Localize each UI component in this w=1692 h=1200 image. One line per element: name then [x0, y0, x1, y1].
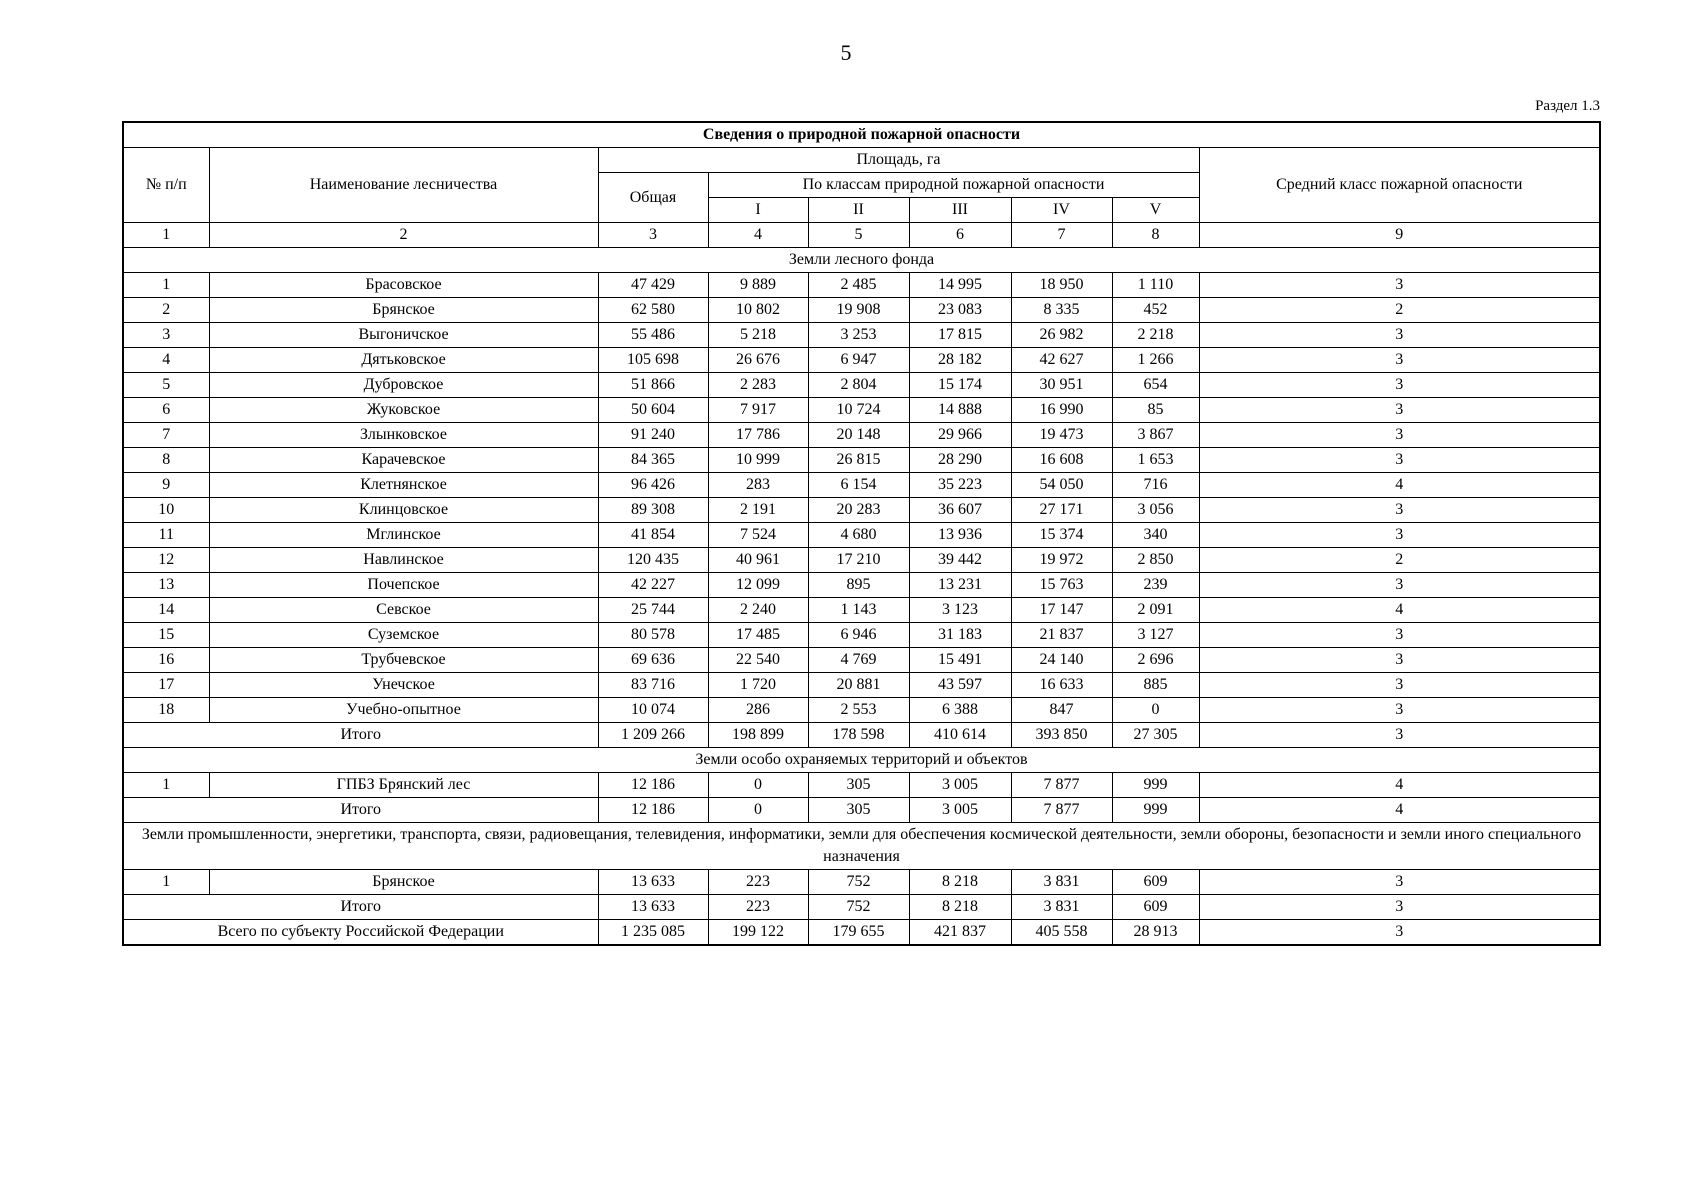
table-cell: 3 — [1199, 523, 1600, 548]
grand-total-cell: 179 655 — [808, 920, 909, 946]
total-cell: 393 850 — [1011, 723, 1112, 748]
table-cell: Брянское — [209, 298, 598, 323]
table-row — [123, 648, 1600, 673]
table-cell: Трубчевское — [209, 648, 598, 673]
table-cell: 7 — [123, 423, 209, 448]
column-number: 9 — [1199, 223, 1600, 248]
total-cell: 8 218 — [909, 895, 1011, 920]
total-label: Итого — [123, 798, 598, 823]
table-cell: 3 — [1199, 398, 1600, 423]
total-row — [123, 798, 1600, 823]
table-cell: 15 491 — [909, 648, 1011, 673]
table-cell: 2 804 — [808, 373, 909, 398]
total-cell: 178 598 — [808, 723, 909, 748]
table-cell: 10 074 — [598, 698, 708, 723]
table-cell: 14 995 — [909, 273, 1011, 298]
table-cell: Брасовское — [209, 273, 598, 298]
table-cell: 26 676 — [708, 348, 808, 373]
table-cell: 62 580 — [598, 298, 708, 323]
total-cell: 3 — [1199, 895, 1600, 920]
table-cell: 26 982 — [1011, 323, 1112, 348]
column-number: 7 — [1011, 223, 1112, 248]
table-cell: 26 815 — [808, 448, 909, 473]
table-cell: 12 186 — [598, 773, 708, 798]
table-row — [123, 473, 1600, 498]
table-cell: 8 — [123, 448, 209, 473]
header-avg-class: Средний класс пожарной опасности — [1199, 148, 1600, 223]
table-cell: 43 597 — [909, 673, 1011, 698]
column-number: 6 — [909, 223, 1011, 248]
total-cell: 0 — [708, 798, 808, 823]
table-cell: 41 854 — [598, 523, 708, 548]
table-cell: 2 283 — [708, 373, 808, 398]
table-cell: 28 290 — [909, 448, 1011, 473]
table-cell: 7 917 — [708, 398, 808, 423]
table-cell: 3 — [1199, 648, 1600, 673]
table-cell: 10 999 — [708, 448, 808, 473]
table-cell: 1 720 — [708, 673, 808, 698]
table-cell: 4 — [1199, 473, 1600, 498]
table-cell: 3 — [1199, 373, 1600, 398]
column-number: 5 — [808, 223, 909, 248]
section-title: Земли лесного фонда — [123, 248, 1600, 273]
table-cell: 13 633 — [598, 870, 708, 895]
total-cell: 999 — [1112, 798, 1199, 823]
total-cell: 752 — [808, 895, 909, 920]
table-cell: 17 147 — [1011, 598, 1112, 623]
table-cell: 2 191 — [708, 498, 808, 523]
section-row — [123, 748, 1600, 773]
table-cell: 2 696 — [1112, 648, 1199, 673]
table-cell: 85 — [1112, 398, 1199, 423]
page-number: 5 — [840, 40, 852, 65]
table-cell: 3 867 — [1112, 423, 1199, 448]
table-row — [123, 273, 1600, 298]
table-cell: 239 — [1112, 573, 1199, 598]
column-number: 8 — [1112, 223, 1199, 248]
table-cell: 6 154 — [808, 473, 909, 498]
table-cell: 12 099 — [708, 573, 808, 598]
total-label: Итого — [123, 723, 598, 748]
table-cell: 24 140 — [1011, 648, 1112, 673]
table-row — [123, 448, 1600, 473]
table-cell: 2 — [123, 298, 209, 323]
table-cell: 18 — [123, 698, 209, 723]
table-body — [123, 248, 1600, 946]
column-number: 1 — [123, 223, 209, 248]
table-cell: 17 — [123, 673, 209, 698]
header-num: № п/п — [123, 148, 209, 223]
table-cell: 452 — [1112, 298, 1199, 323]
total-row — [123, 723, 1600, 748]
table-cell: 47 429 — [598, 273, 708, 298]
table-cell: 7 877 — [1011, 773, 1112, 798]
total-cell: 198 899 — [708, 723, 808, 748]
table-cell: 36 607 — [909, 498, 1011, 523]
table-cell: 15 763 — [1011, 573, 1112, 598]
table-cell: 716 — [1112, 473, 1199, 498]
table-cell: 999 — [1112, 773, 1199, 798]
table-cell: 3 — [1199, 448, 1600, 473]
table-cell: 286 — [708, 698, 808, 723]
table-cell: 3 — [1199, 698, 1600, 723]
table-cell: 23 083 — [909, 298, 1011, 323]
table-cell: 3 — [123, 323, 209, 348]
table-row — [123, 673, 1600, 698]
table-cell: 0 — [708, 773, 808, 798]
table-cell: 10 802 — [708, 298, 808, 323]
table-cell: Дятьковское — [209, 348, 598, 373]
table-cell: 1 — [123, 273, 209, 298]
table-cell: 39 442 — [909, 548, 1011, 573]
table-cell: 19 908 — [808, 298, 909, 323]
total-cell: 4 — [1199, 798, 1600, 823]
table-cell: 14 888 — [909, 398, 1011, 423]
total-cell: 7 877 — [1011, 798, 1112, 823]
table-cell: 3 — [1199, 423, 1600, 448]
table-cell: Учебно-опытное — [209, 698, 598, 723]
column-number: 4 — [708, 223, 808, 248]
table-cell: 89 308 — [598, 498, 708, 523]
table-row — [123, 323, 1600, 348]
table-cell: 4 — [1199, 598, 1600, 623]
table-cell: 10 724 — [808, 398, 909, 423]
table-cell: 223 — [708, 870, 808, 895]
table-cell: 15 374 — [1011, 523, 1112, 548]
table-cell: 25 744 — [598, 598, 708, 623]
table-cell: 0 — [1112, 698, 1199, 723]
column-number: 3 — [598, 223, 708, 248]
table-cell: 2 850 — [1112, 548, 1199, 573]
table-cell: 4 680 — [808, 523, 909, 548]
header-name: Наименование лесничества — [209, 148, 598, 223]
table-cell: 3 — [1199, 498, 1600, 523]
table-cell: 9 — [123, 473, 209, 498]
table-cell: 16 608 — [1011, 448, 1112, 473]
table-row — [123, 423, 1600, 448]
table-cell: 305 — [808, 773, 909, 798]
total-cell: 609 — [1112, 895, 1199, 920]
table-cell: 1 143 — [808, 598, 909, 623]
table-cell: 20 148 — [808, 423, 909, 448]
table-row — [123, 623, 1600, 648]
total-cell: 3 831 — [1011, 895, 1112, 920]
table-cell: ГПБЗ Брянский лес — [209, 773, 598, 798]
table-cell: 13 936 — [909, 523, 1011, 548]
total-cell: 223 — [708, 895, 808, 920]
section-row — [123, 823, 1600, 870]
table-cell: 17 485 — [708, 623, 808, 648]
total-label: Итого — [123, 895, 598, 920]
table-cell: 2 091 — [1112, 598, 1199, 623]
header-area: Площадь, га — [598, 148, 1199, 173]
table-cell: 15 — [123, 623, 209, 648]
table-cell: 120 435 — [598, 548, 708, 573]
table-row — [123, 348, 1600, 373]
table-cell: 13 — [123, 573, 209, 598]
table-row — [123, 870, 1600, 895]
table-row — [123, 698, 1600, 723]
total-cell: 3 — [1199, 723, 1600, 748]
table-cell: 7 524 — [708, 523, 808, 548]
table-cell: Почепское — [209, 573, 598, 598]
table-cell: 1 653 — [1112, 448, 1199, 473]
table-row — [123, 548, 1600, 573]
table-cell: 6 946 — [808, 623, 909, 648]
table-cell: 1 266 — [1112, 348, 1199, 373]
table-cell: 1 — [123, 773, 209, 798]
table-cell: 9 889 — [708, 273, 808, 298]
table-cell: 847 — [1011, 698, 1112, 723]
table-cell: 42 627 — [1011, 348, 1112, 373]
table-cell: Выгоничское — [209, 323, 598, 348]
table-cell: 55 486 — [598, 323, 708, 348]
table-cell: 3 — [1199, 573, 1600, 598]
table-cell: 3 — [1199, 348, 1600, 373]
table-cell: 609 — [1112, 870, 1199, 895]
table-cell: 3 — [1199, 323, 1600, 348]
table-cell: 11 — [123, 523, 209, 548]
table-cell: 2 — [1199, 298, 1600, 323]
table-cell: Злынковское — [209, 423, 598, 448]
table-cell: 15 174 — [909, 373, 1011, 398]
table-cell: 5 — [123, 373, 209, 398]
table-cell: 20 283 — [808, 498, 909, 523]
section-label: Раздел 1.3 — [1535, 98, 1600, 114]
table-cell: 20 881 — [808, 673, 909, 698]
table-cell: 8 335 — [1011, 298, 1112, 323]
table-cell: 40 961 — [708, 548, 808, 573]
grand-total-row — [123, 920, 1600, 946]
table-cell: 885 — [1112, 673, 1199, 698]
table-cell: 16 633 — [1011, 673, 1112, 698]
column-number: 2 — [209, 223, 598, 248]
table-cell: 4 769 — [808, 648, 909, 673]
grand-total-cell: 405 558 — [1011, 920, 1112, 946]
table-cell: Севское — [209, 598, 598, 623]
fire-danger-table — [122, 121, 1601, 946]
table-cell: 84 365 — [598, 448, 708, 473]
total-cell: 27 305 — [1112, 723, 1199, 748]
table-cell: 2 218 — [1112, 323, 1199, 348]
table-cell: 5 218 — [708, 323, 808, 348]
table-cell: Унечское — [209, 673, 598, 698]
table-cell: 8 218 — [909, 870, 1011, 895]
table-cell: 3 127 — [1112, 623, 1199, 648]
section-title: Земли промышленности, энергетики, транспорта, связи, радиовещания, телевидения, информатики, земли для обеспечения космической деятельности, земли обороны, безопасности и земли иного специального назначения — [123, 823, 1600, 870]
table-cell: 2 553 — [808, 698, 909, 723]
grand-total-cell: 3 — [1199, 920, 1600, 946]
table-cell: 18 950 — [1011, 273, 1112, 298]
table-cell: 654 — [1112, 373, 1199, 398]
total-cell: 12 186 — [598, 798, 708, 823]
grand-total-cell: 1 235 085 — [598, 920, 708, 946]
table-cell: 80 578 — [598, 623, 708, 648]
table-cell: Жуковское — [209, 398, 598, 423]
table-cell: 3 — [1199, 870, 1600, 895]
table-cell: Суземское — [209, 623, 598, 648]
header-class-5: V — [1112, 198, 1199, 223]
table-row — [123, 573, 1600, 598]
header-total: Общая — [598, 173, 708, 223]
table-cell: 3 253 — [808, 323, 909, 348]
header-class-1: I — [708, 198, 808, 223]
header-class-3: III — [909, 198, 1011, 223]
table-cell: 27 171 — [1011, 498, 1112, 523]
table-cell: 29 966 — [909, 423, 1011, 448]
table-cell: Дубровское — [209, 373, 598, 398]
table-cell: 3 123 — [909, 598, 1011, 623]
table-cell: 4 — [1199, 773, 1600, 798]
table-cell: 10 — [123, 498, 209, 523]
table-cell: 51 866 — [598, 373, 708, 398]
table-cell: 96 426 — [598, 473, 708, 498]
table-cell: 4 — [123, 348, 209, 373]
grand-total-label: Всего по субъекту Российской Федерации — [123, 920, 598, 946]
table-title: Сведения о природной пожарной опасности — [123, 122, 1600, 148]
table-cell: 340 — [1112, 523, 1199, 548]
table-cell: 22 540 — [708, 648, 808, 673]
table-row — [123, 498, 1600, 523]
table-cell: 19 473 — [1011, 423, 1112, 448]
total-cell: 305 — [808, 798, 909, 823]
table-cell: 35 223 — [909, 473, 1011, 498]
table-cell: 69 636 — [598, 648, 708, 673]
table-cell: 3 831 — [1011, 870, 1112, 895]
table-cell: 14 — [123, 598, 209, 623]
table-row — [123, 373, 1600, 398]
table-cell: 2 485 — [808, 273, 909, 298]
table-cell: 6 947 — [808, 348, 909, 373]
section-row — [123, 248, 1600, 273]
table-cell: 1 — [123, 870, 209, 895]
table-cell: 105 698 — [598, 348, 708, 373]
total-cell: 410 614 — [909, 723, 1011, 748]
header-class-2: II — [808, 198, 909, 223]
table-cell: 28 182 — [909, 348, 1011, 373]
table-cell: Клетнянское — [209, 473, 598, 498]
table-row — [123, 298, 1600, 323]
grand-total-cell: 28 913 — [1112, 920, 1199, 946]
total-row — [123, 895, 1600, 920]
table-cell: 3 005 — [909, 773, 1011, 798]
table-cell: 54 050 — [1011, 473, 1112, 498]
table-cell: 21 837 — [1011, 623, 1112, 648]
table-cell: 6 — [123, 398, 209, 423]
table-row — [123, 398, 1600, 423]
table-cell: 17 815 — [909, 323, 1011, 348]
table-cell: 31 183 — [909, 623, 1011, 648]
table-cell: 83 716 — [598, 673, 708, 698]
table-cell: 2 — [1199, 548, 1600, 573]
table-cell: 13 231 — [909, 573, 1011, 598]
table-cell: 12 — [123, 548, 209, 573]
table-cell: 17 786 — [708, 423, 808, 448]
table-cell: 3 056 — [1112, 498, 1199, 523]
table-cell: 30 951 — [1011, 373, 1112, 398]
table-cell: 895 — [808, 573, 909, 598]
table-cell: 50 604 — [598, 398, 708, 423]
header-by-class: По классам природной пожарной опасности — [708, 173, 1199, 198]
grand-total-cell: 421 837 — [909, 920, 1011, 946]
table-cell: 283 — [708, 473, 808, 498]
table-cell: 17 210 — [808, 548, 909, 573]
table-row — [123, 773, 1600, 798]
table-cell: 91 240 — [598, 423, 708, 448]
table-cell: 3 — [1199, 673, 1600, 698]
table-cell: 3 — [1199, 273, 1600, 298]
total-cell: 1 209 266 — [598, 723, 708, 748]
table-row — [123, 523, 1600, 548]
table-row — [123, 598, 1600, 623]
header-class-4: IV — [1011, 198, 1112, 223]
table-cell: 2 240 — [708, 598, 808, 623]
table-cell: 42 227 — [598, 573, 708, 598]
table-cell: Карачевское — [209, 448, 598, 473]
table-cell: Мглинское — [209, 523, 598, 548]
table-cell: Навлинское — [209, 548, 598, 573]
total-cell: 13 633 — [598, 895, 708, 920]
table-cell: 16 990 — [1011, 398, 1112, 423]
table-cell: Брянское — [209, 870, 598, 895]
total-cell: 3 005 — [909, 798, 1011, 823]
table-cell: 3 — [1199, 623, 1600, 648]
table-cell: 19 972 — [1011, 548, 1112, 573]
table-cell: Клинцовское — [209, 498, 598, 523]
section-title: Земли особо охраняемых территорий и объектов — [123, 748, 1600, 773]
table-cell: 16 — [123, 648, 209, 673]
table-cell: 6 388 — [909, 698, 1011, 723]
table-cell: 752 — [808, 870, 909, 895]
grand-total-cell: 199 122 — [708, 920, 808, 946]
table-cell: 1 110 — [1112, 273, 1199, 298]
